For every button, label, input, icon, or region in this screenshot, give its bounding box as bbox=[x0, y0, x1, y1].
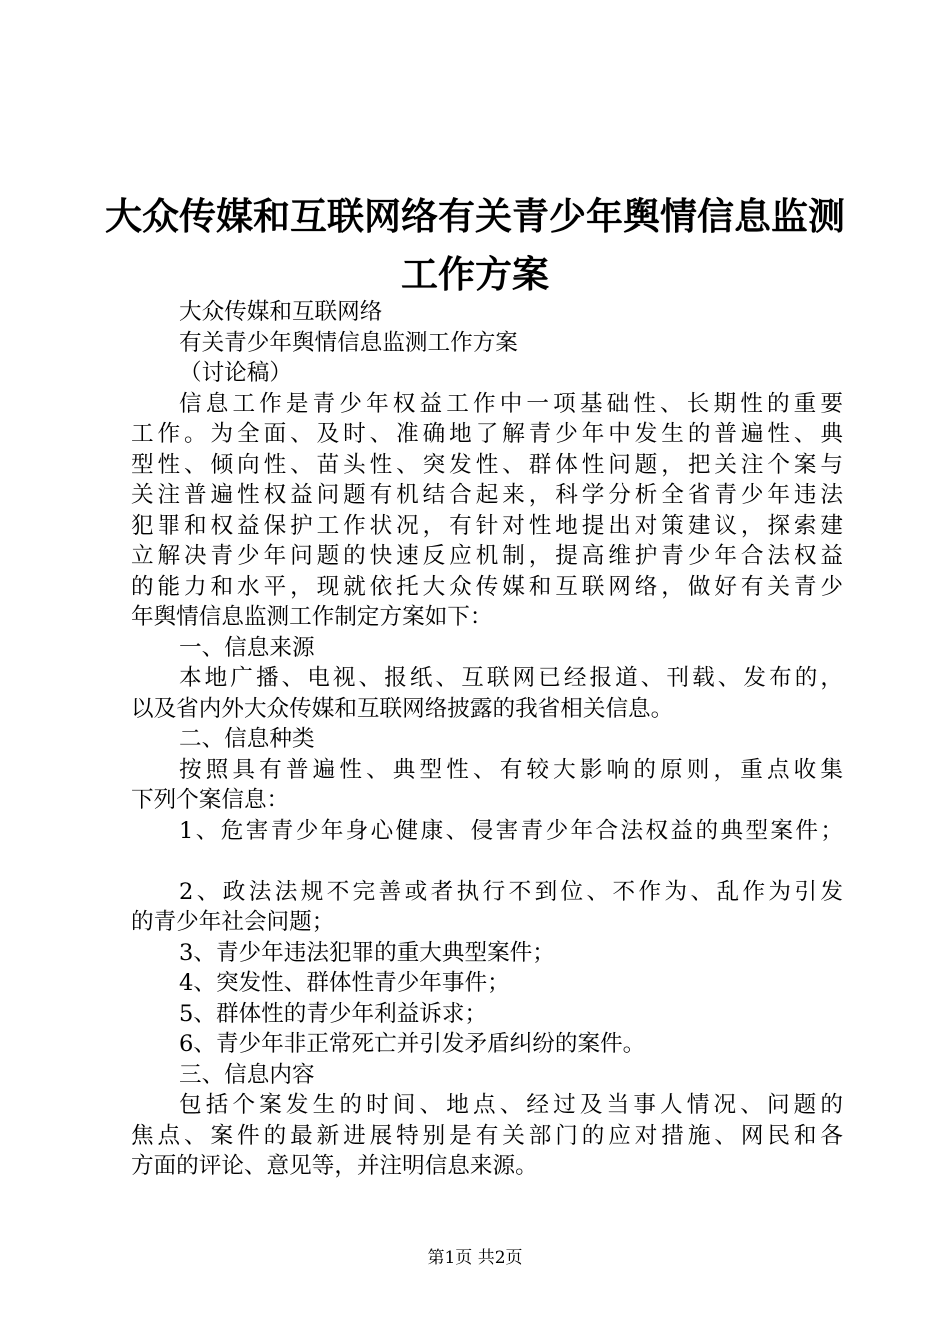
body-line: （讨论稿） bbox=[179, 360, 292, 386]
body-line: 工作。为全面、及时、准确地了解青少年中发生的普遍性、典 bbox=[131, 421, 843, 447]
body-line: 5、群体性的青少年利益诉求； bbox=[179, 1000, 488, 1027]
blank-line bbox=[131, 846, 843, 877]
body-line: 3、青少年违法犯罪的重大典型案件； bbox=[179, 939, 555, 966]
body-line: 的青少年社会问题； bbox=[131, 909, 335, 935]
body-line: 型性、倾向性、苗头性、突发性、群体性问题，把关注个案与 bbox=[131, 451, 843, 478]
body-line: 本地广播、电视、报纸、互联网已经报道、刊载、发布的， bbox=[179, 665, 843, 691]
document-title-line-1: 大众传媒和互联网络有关青少年舆情信息监测 bbox=[105, 194, 845, 238]
body-line: 立解决青少年问题的快速反应机制，提高维护青少年合法权益 bbox=[131, 543, 843, 569]
body-line: 大众传媒和互联网络 bbox=[179, 299, 383, 325]
body-line: 犯罪和权益保护工作状况，有针对性地提出对策建议，探索建 bbox=[131, 512, 843, 539]
body-line: 包括个案发生的时间、地点、经过及当事人情况、问题的 bbox=[179, 1092, 843, 1118]
body-line: 年舆情信息监测工作制定方案如下： bbox=[131, 604, 493, 630]
body-line: 二、信息种类 bbox=[179, 726, 315, 752]
body-line: 4、突发性、群体性青少年事件； bbox=[179, 970, 510, 996]
body-line: 6、青少年非正常死亡并引发矛盾纠纷的案件。 bbox=[179, 1031, 646, 1057]
body-line: 以及省内外大众传媒和互联网络披露的我省相关信息。 bbox=[131, 695, 674, 722]
body-line: 焦点、案件的最新进展特别是有关部门的应对措施、网民和各 bbox=[131, 1122, 843, 1149]
body-line: 方面的评论、意见等，并注明信息来源。 bbox=[131, 1153, 538, 1179]
body-line: 的能力和水平，现就依托大众传媒和互联网络，做好有关青少 bbox=[131, 573, 843, 600]
body-line: 下列个案信息： bbox=[131, 787, 290, 813]
body-line: 信息工作是青少年权益工作中一项基础性、长期性的重要 bbox=[179, 390, 843, 417]
page-footer: 第1页 共2页 bbox=[427, 1248, 523, 1268]
body-line: 一、信息来源 bbox=[179, 634, 315, 661]
body-line: 按照具有普遍性、典型性、有较大影响的原则，重点收集 bbox=[179, 756, 843, 783]
document-title-line-2: 工作方案 bbox=[401, 252, 549, 296]
body-line: 关注普遍性权益问题有机结合起来，科学分析全省青少年违法 bbox=[131, 482, 843, 508]
body-line: 三、信息内容 bbox=[179, 1061, 315, 1088]
body-line: 有关青少年舆情信息监测工作方案 bbox=[179, 329, 518, 356]
document-body bbox=[131, 297, 843, 1182]
body-line: 1、危害青少年身心健康、侵害青少年合法权益的典型案件； bbox=[179, 817, 843, 844]
body-line: 2、政法法规不完善或者执行不到位、不作为、乱作为引发 bbox=[179, 878, 843, 905]
